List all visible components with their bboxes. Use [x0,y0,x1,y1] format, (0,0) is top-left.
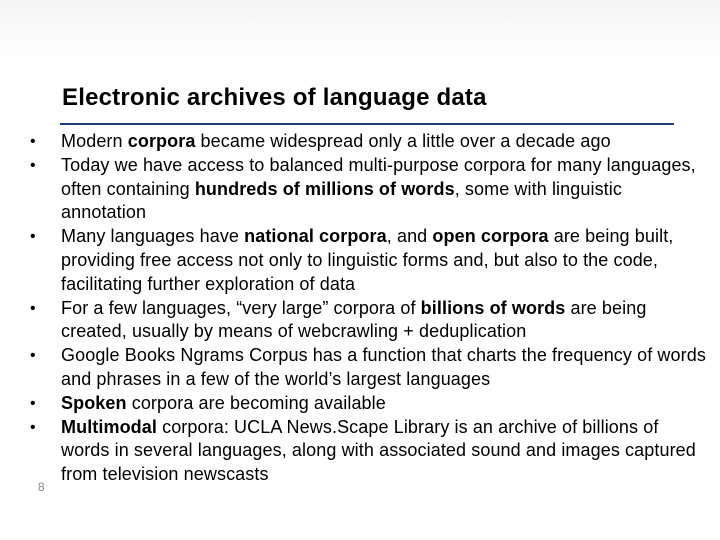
bold-text: national corpora [244,226,387,247]
bold-text: corpora [127,131,196,151]
bullet-text: became widespread only a little over a decade ago [195,131,611,151]
bullet-text: Modern [61,131,128,151]
bullet-text: Google Books Ngrams Corpus has a function that charts the frequency of words and phrases in a few of the world’s largest languages [61,345,706,389]
slide-title: Electronic archives of language data [62,84,487,111]
bullet-item [30,297,706,345]
bold-text: hundreds of millions of words [194,178,455,199]
bold-text: Multimodal [61,416,157,437]
bullet-text: For a few languages, “very large” corpora of [61,297,421,318]
bullet-item [30,416,706,487]
bold-text: Spoken [61,392,127,413]
bullet-text: corpora: UCLA News.Scape Library is an archive of billions of words in several languages, along with associated sound and images captured from television newscasts [61,416,696,485]
bullet-item [30,225,706,296]
bullet-list [30,130,706,487]
bold-text: billions of words [420,297,566,318]
header-band [0,0,720,60]
bullet-text: Many languages have [61,226,245,247]
bullet-item [30,130,706,154]
bullet-text: Today we have access to balanced multi-purpose corpora for many languages, often containing [61,154,696,199]
bullet-text: corpora are becoming available [126,392,386,413]
bullet-item [30,344,706,392]
bullet-text: are being built, providing free access not only to linguistic forms and, but also to the code, facilitating further exploration of data [61,226,674,294]
bullet-text: , and [386,226,433,247]
bullet-item [30,154,706,225]
page-number: 8 [38,480,45,494]
bullet-text: , some with linguistic annotation [61,178,622,223]
bold-text: open corpora [432,226,549,247]
bullet-text: are being created, usually by means of webcrawling + deduplication [61,297,647,342]
title-underline [60,123,674,125]
bullet-item [30,392,706,416]
